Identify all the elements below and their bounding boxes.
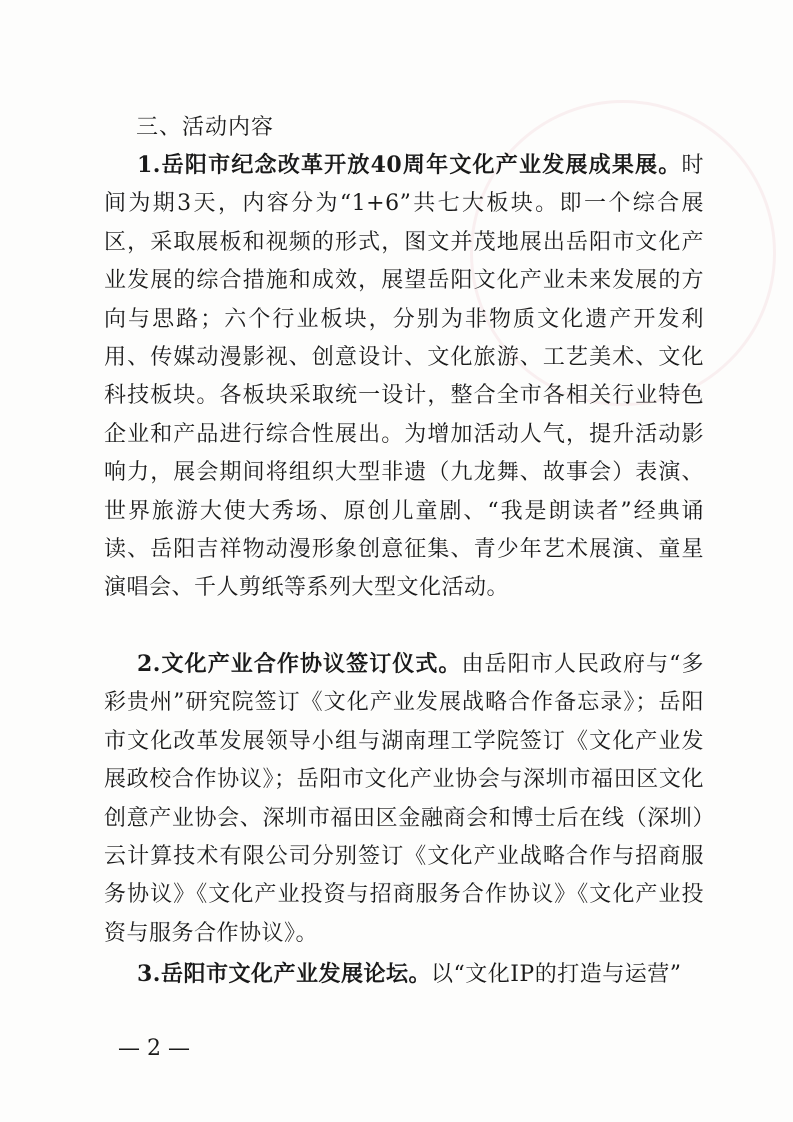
item-2-title: 2.文化产业合作协议签订仪式。 (137, 651, 462, 677)
item-3-body: 以“文化IP的打造与运营” (430, 962, 682, 987)
paragraph-item-3 (104, 955, 704, 994)
paragraph-item-1 (104, 146, 704, 608)
item-1-title: 1.岳阳市纪念改革开放40周年文化产业发展成果展。 (137, 152, 682, 178)
item-3-title: 3.岳阳市文化产业发展论坛。 (137, 961, 431, 987)
paragraph-item-2 (104, 645, 704, 953)
item-2-body: 由岳阳市人民政府与“多彩贵州”研究院签订《文化产业发展战略合作备忘录》；岳阳市文化改革发展领导小组与湖南理工学院签订《文化产业发展政校合作协议》；岳阳市文化产业协会与深圳市福田区文化创意产业协会、深圳市福田区金融商会和博士后在线（深圳）云计算技术有限公司分别签订《文化产业战略合作与招商服务协议》《文化产业投资与招商服务合作协议》《文化产业投资与服务合作协议》。 (104, 652, 705, 946)
item-1-body: 时间为期3天，内容分为“1+6”共七大板块。即一个综合展区，采取展板和视频的形式，图文并茂地展出岳阳市文化产业发展的综合措施和成效，展望岳阳文化产业未来发展的方向与思路；六个行业板块，分别为非物质文化遗产开发利用、传媒动漫影视、创意设计、文化旅游、工艺美术、文化科技板块。各板块采取统一设计，整合全市各相关行业特色企业和产品进行综合性展出。为增加活动人气，提升活动影响力，展会期间将组织大型非遗（九龙舞、故事会）表演、世界旅游大使大秀场、原创儿童剧、“我是朗读者”经典诵读、岳阳吉祥物动漫形象创意征集、青少年艺术展演、童星演唱会、千人剪纸等系列大型文化活动。 (104, 153, 704, 601)
section-heading: 三、活动内容 (136, 115, 275, 140)
page-number: — 2 — (118, 1036, 190, 1061)
